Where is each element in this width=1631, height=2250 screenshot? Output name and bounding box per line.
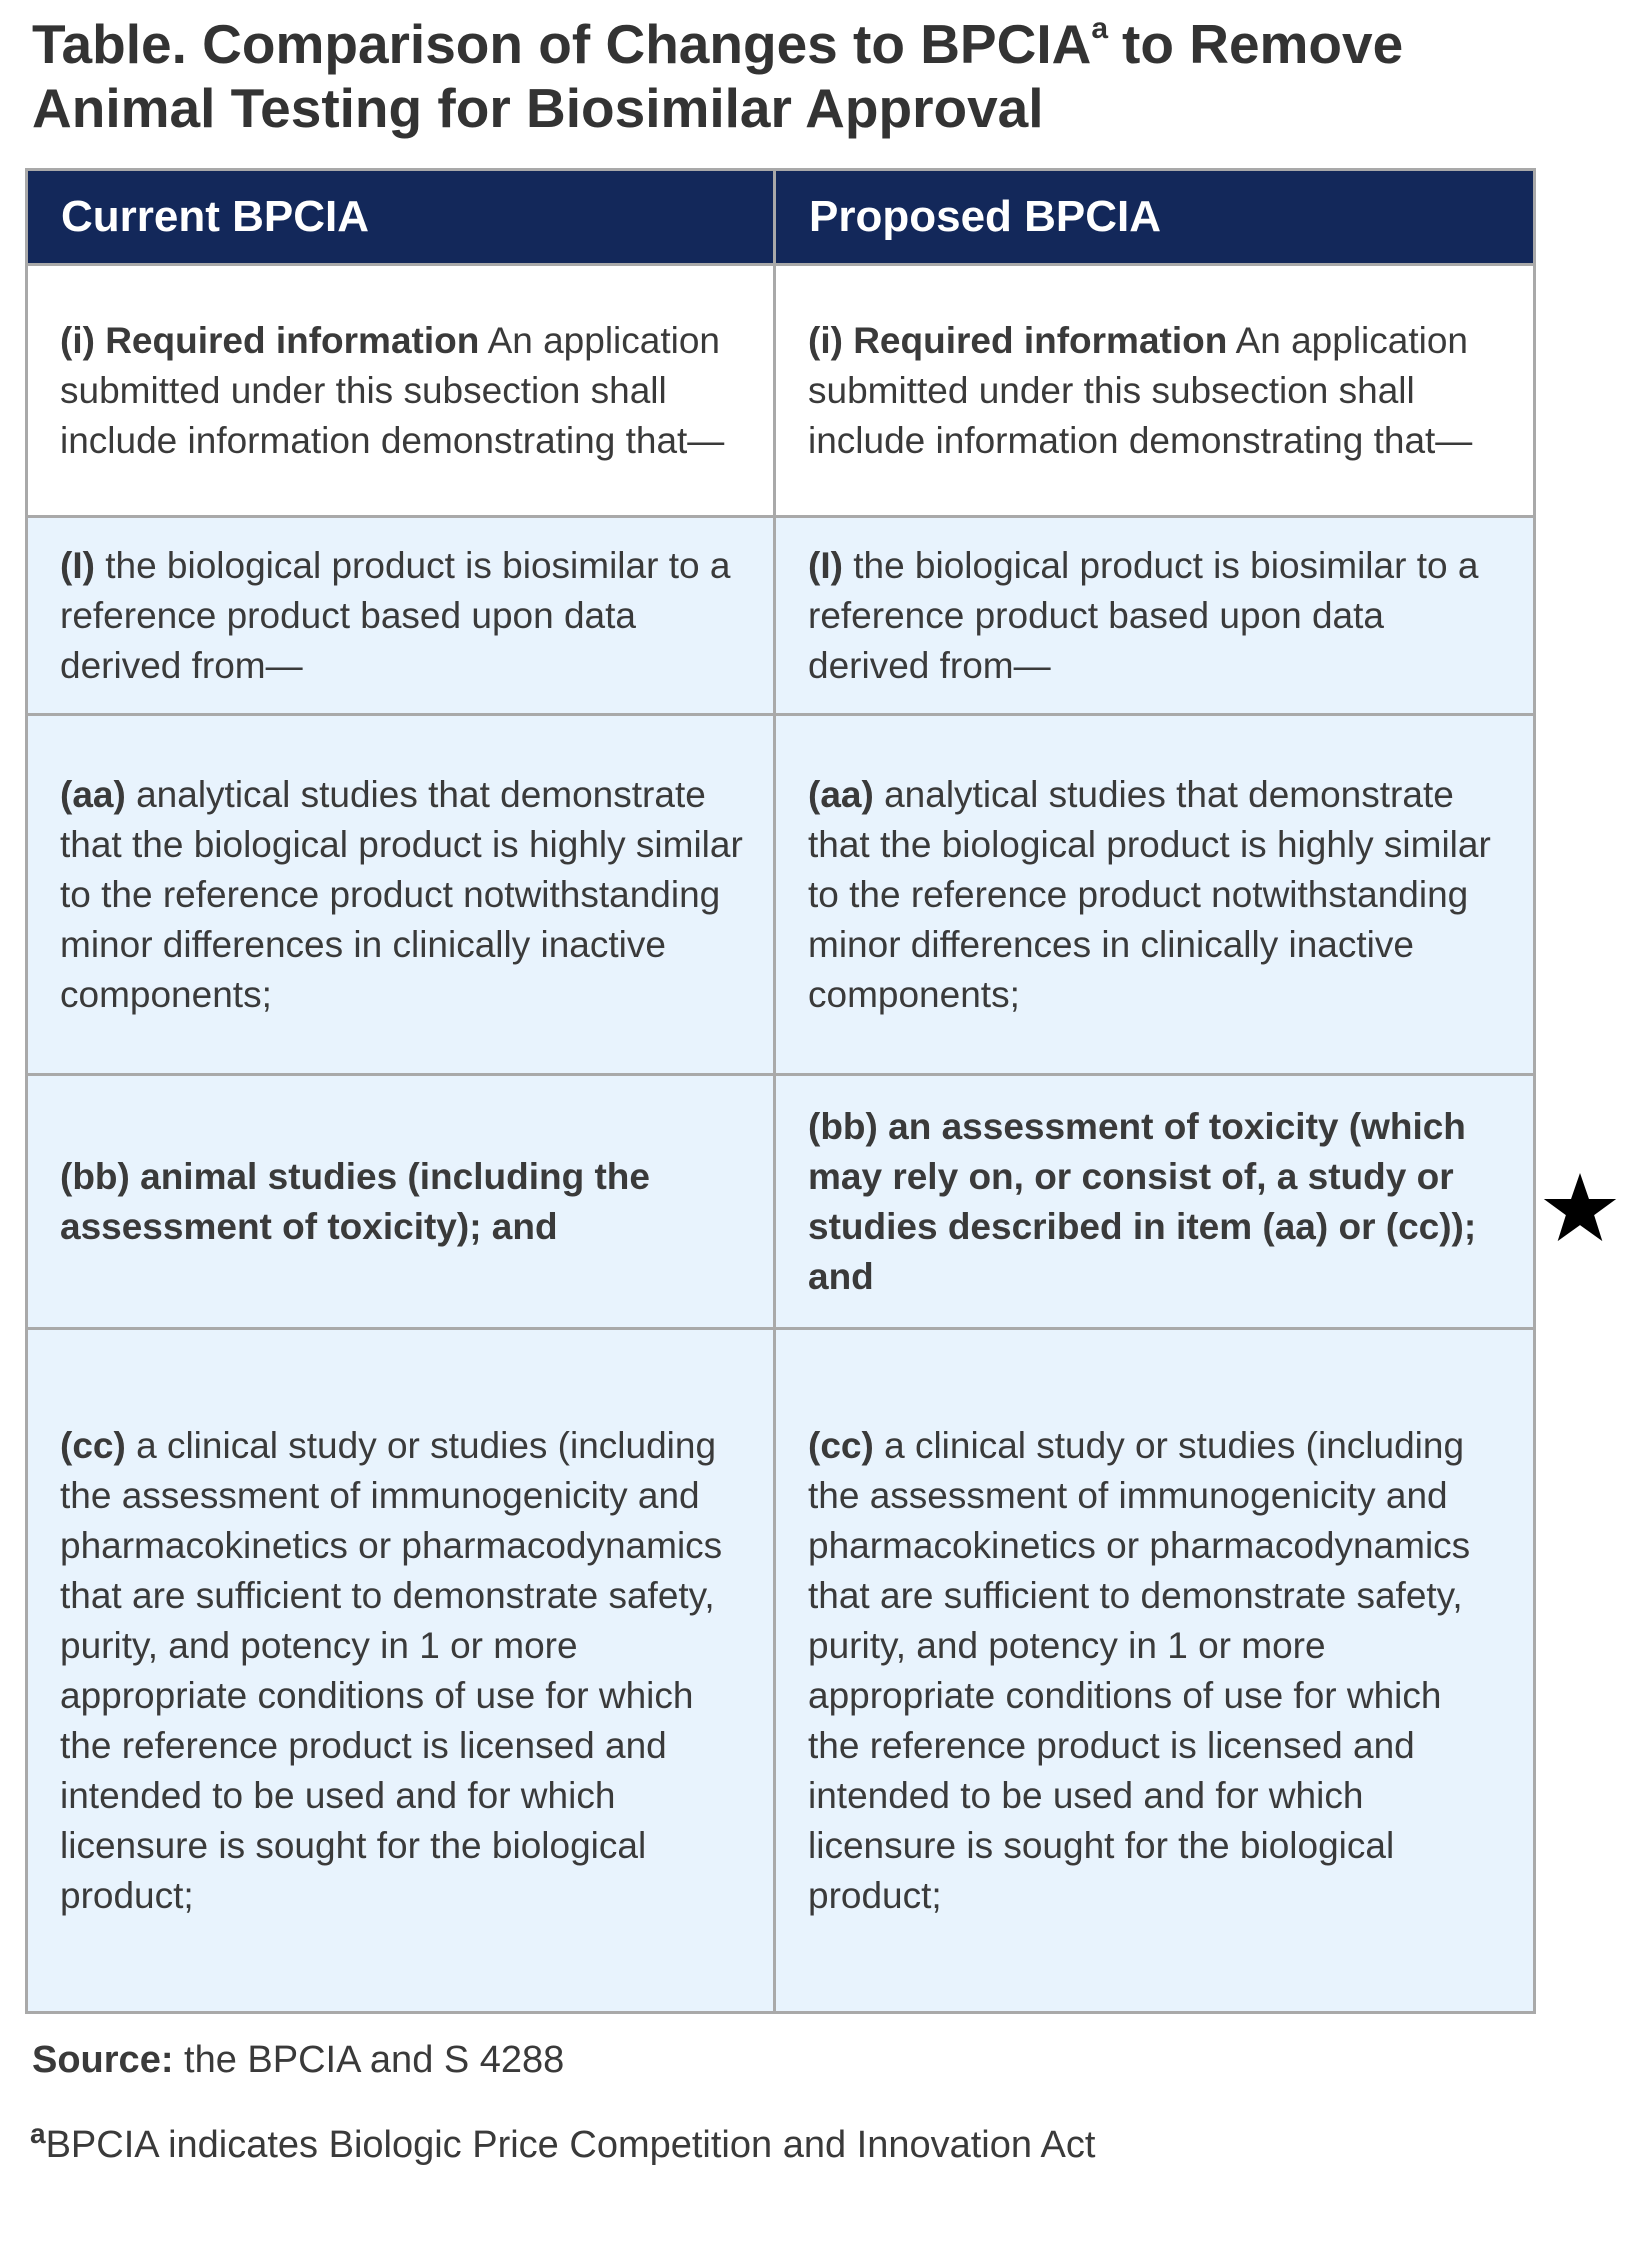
cell-text: analytical studies that demonstrate that the biological product is highly similar to the reference product notwithstanding minor differences in clinically inactive components;: [60, 773, 743, 1015]
cell-text: An application submitted under this subsection shall include information demonstrating that—: [808, 319, 1473, 461]
cell-proposed: [775, 517, 1535, 715]
cell-current: (bb) animal studies (including the assessment of toxicity); and: [27, 1075, 775, 1329]
cell-text: analytical studies that demonstrate that the biological product is highly similar to the reference product notwithstanding minor differences in clinically inactive components;: [808, 773, 1491, 1015]
source-label: Source:: [32, 2039, 174, 2081]
comparison-table: [25, 168, 1536, 2014]
footnote: [30, 2120, 1095, 2173]
cell-current: [27, 715, 775, 1075]
title-text: Table. Comparison of Changes to BPCIA: [32, 13, 1092, 75]
table-row: [27, 1329, 1535, 2013]
source-text: the BPCIA and S 4288: [173, 2039, 565, 2081]
table-title: [32, 12, 1592, 140]
cell-text: a clinical study or studies (including the assessment of immunogenicity and pharmacokinetics or pharmacodynamics that are sufficient to demonstrate safety, purity, and potency in 1 or more appropriate conditions of use for which the reference product is licensed and intended to be used and for which licensure is sought for the biological product;: [60, 1424, 723, 1916]
cell-proposed: [775, 1329, 1535, 2013]
cell-label: (i) Required information: [60, 319, 480, 361]
cell-current: [27, 1329, 775, 2013]
title-superscript: a: [1091, 11, 1109, 45]
title-text-rest: to Remove Animal Testing for Biosimilar Approval: [32, 13, 1404, 139]
source-note: [32, 2035, 564, 2085]
cell-text: a clinical study or studies (including the assessment of immunogenicity and pharmacokinetics or pharmacodynamics that are sufficient to demonstrate safety, purity, and potency in 1 or more appropriate conditions of use for which the reference product is licensed and intended to be used and for which licensure is sought for the biological product;: [808, 1424, 1471, 1916]
cell-label: (I): [60, 544, 95, 586]
cell-proposed: [775, 265, 1535, 517]
header-current: Current BPCIA: [27, 170, 775, 265]
cell-text: the biological product is biosimilar to a reference product based upon data derived from—: [808, 544, 1479, 686]
cell-current: [27, 265, 775, 517]
header-proposed: Proposed BPCIA: [775, 170, 1535, 265]
cell-label: (aa): [808, 773, 874, 815]
cell-current: [27, 517, 775, 715]
cell-text: the biological product is biosimilar to a reference product based upon data derived from—: [60, 544, 731, 686]
cell-proposed: [775, 715, 1535, 1075]
table-row: [27, 517, 1535, 715]
footnote-mark: a: [30, 2118, 46, 2149]
table-row: [27, 715, 1535, 1075]
cell-label: (I): [808, 544, 843, 586]
cell-text: An application submitted under this subsection shall include information demonstrating that—: [60, 319, 725, 461]
cell-label: (cc): [60, 1424, 126, 1466]
star-icon: [1542, 1170, 1618, 1246]
table-header-row: [27, 170, 1535, 265]
table-row-highlight: [27, 1075, 1535, 1329]
cell-label: (aa): [60, 773, 126, 815]
cell-label: (i) Required information: [808, 319, 1228, 361]
cell-label: (cc): [808, 1424, 874, 1466]
cell-proposed: (bb) an assessment of toxicity (which may rely on, or consist of, a study or studies described in item (aa) or (cc)); and: [775, 1075, 1535, 1329]
footnote-text: BPCIA indicates Biologic Price Competition and Innovation Act: [45, 2124, 1096, 2166]
table-row: [27, 265, 1535, 517]
